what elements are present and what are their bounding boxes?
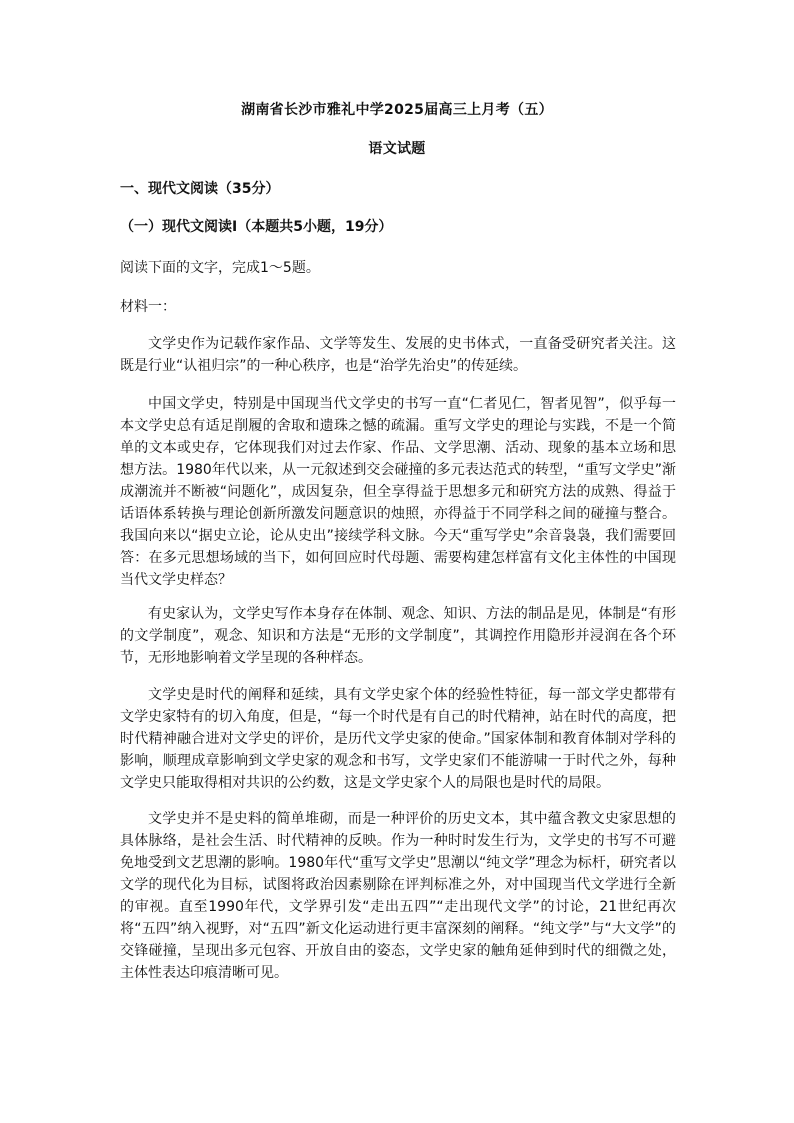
section-subheading: （一）现代文阅读Ⅰ（本题共5小题，19分） xyxy=(120,219,393,235)
paragraph-3: 有史家认为，文学史写作本身存在体制、观念、知识、方法的制品是见，体制是“有形的文学制度”，观念、知识和方法是“无形的文学制度”，其调控作用隐形并浸润在各个环节，无形地影响着文学呈现的各种样态。 xyxy=(120,606,676,666)
paragraph-2: 中国文学史，特别是中国现当代文学史的书写一直“仁者见仁，智者见智”，似乎每一本文学史总有适足削履的舍取和遗珠之憾的疏漏。重写文学史的理论与实践，不是一个简单的文本或史存，它体现我们对过去作家、作品、文学思潮、活动、现象的基本立场和思想方法。1980年代以来，从一元叙述到交会碰撞的多元表达范式的转型，“重写文学史”渐成潮流并不断被“问题化”，成因复杂，但全享得益于思想多元和研究方法的成熟、得益于话语体系转换与理论创新所激发问题意识的烛照，亦得益于不同学科之间的碰撞与整合。我国向来以“据史立论，论从史出”接续学科文脉。今天“重写学史”余音袅袅，我们需要回答：在多元思想场域的当下，如何回应时代母题、需要构建怎样富有文化主体性的中国现当代文学史样态？ xyxy=(120,396,676,588)
exam-title: 湖南省长沙市雅礼中学2025届高三上月考（五） xyxy=(241,102,553,118)
section-heading: 一、现代文阅读（35分） xyxy=(120,181,280,197)
material-label: 材料一： xyxy=(120,299,176,315)
subject-title: 语文试题 xyxy=(368,141,426,157)
instruction-text: 阅读下面的文字，完成1～5题。 xyxy=(120,260,320,276)
paragraph-4: 文学史是时代的阐释和延续，具有文学史家个体的经验性特征，每一部文学史都带有文学史家特有的切入角度，但是，“每一个时代是有自己的时代精神，站在时代的高度，把时代精神融合进对文学史的评价，是历代文学史家的使命。”国家体制和教育体制对学科的影响，顺理成章影响到文学史家的观念和书写，文学史家们不能游啸一于时代之外，每种文学史只能取得相对共识的公约数，这是文学史家个人的局限也是时代的局限。 xyxy=(120,687,676,791)
paragraph-1: 文学史作为记载作家作品、文学等发生、发展的史书体式，一直备受研究者关注。这既是行业“认祖归宗”的一种心秩序，也是“治学先治史”的传延续。 xyxy=(120,336,676,374)
paragraph-5: 文学史并不是史料的简单堆砌，而是一种评价的历史文本，其中蕴含教文史家思想的具体脉络，是社会生活、时代精神的反映。作为一种时时发生行为，文学史的书写不可避免地受到文艺思潮的影响。1980年代“重写文学史”思潮以“纯文学”理念为标杆，研究者以文学的现代化为目标，试图将政治因素剔除在评判标准之外，对中国现当代文学进行全新的审视。直至1990年代，文学界引发“走出五四”“走出现代文学”的讨论，21世纪再次将“五四”纳入视野，对“五四”新文化运动进行更丰富深刻的阐释。“纯文学”与“大文学”的交锋碰撞，呈现出多元包容、开放自由的姿态，文学史家的触角延伸到时代的细微之处，主体性表达印痕清晰可见。 xyxy=(120,811,676,981)
